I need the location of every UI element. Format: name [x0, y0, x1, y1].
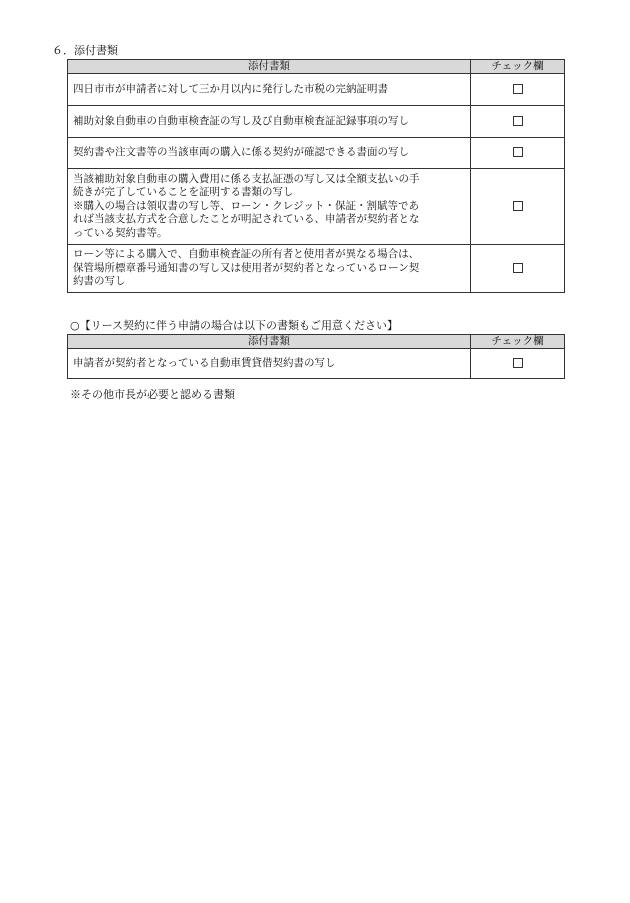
check-cell: [471, 349, 565, 379]
attachments-table: [67, 59, 565, 293]
lease-attachments-table: [67, 334, 565, 379]
check-cell: [471, 74, 565, 106]
checkbox[interactable]: [513, 116, 523, 126]
document-name-payment-proof: [68, 169, 471, 245]
lease-heading: ○【リース契約に伴う申請の場合は以下の書類もご用意ください】: [70, 319, 399, 332]
document-name-contract: [68, 138, 471, 169]
table-row: [68, 74, 565, 106]
header-check: チェック欄: [471, 60, 565, 74]
document-line: 保管場所標章番号通知書の写し又は使用者が契約者となっているローン契: [73, 261, 420, 274]
document-name-tax-certificate: [68, 74, 471, 106]
document-line: 補助対象自動車の自動車検査証の写し及び自動車検査証記録事項の写し: [73, 114, 409, 127]
document-line: ローン等による購入で、自動車検査証の所有者と使用者が異なる場合は、: [73, 248, 420, 261]
checkbox[interactable]: [513, 263, 523, 273]
document-line: ※購入の場合は領収書の写し等、ローン・クレジット・保証・割賦等であ: [73, 199, 420, 212]
table-row: [68, 138, 565, 169]
document-name-inspection-certificate: [68, 106, 471, 138]
table-header-row: [68, 60, 565, 74]
checkbox[interactable]: [513, 147, 523, 157]
document-name-loan: [68, 245, 471, 293]
checkbox[interactable]: [513, 84, 523, 94]
header-check: チェック欄: [471, 335, 565, 349]
document-line: 四日市市が申請者に対して三か月以内に発行した市税の完納証明書: [73, 82, 388, 95]
checkbox[interactable]: [513, 358, 523, 368]
section-heading: ６．添付書類: [52, 44, 118, 57]
check-cell: [471, 169, 565, 245]
document-line: 続きが完了していることを証明する書類の写し: [73, 186, 294, 199]
document-line: れば当該支払方式を合意したことが明記されている、申請者が契約者とな: [73, 213, 420, 226]
checkbox[interactable]: [513, 201, 523, 211]
check-cell: [471, 106, 565, 138]
header-documents: 添付書類: [68, 335, 471, 349]
table-row: [68, 245, 565, 293]
table-header-row: [68, 335, 565, 349]
document-line: 当該補助対象自動車の購入費用に係る支払証憑の写し又は全額支払いの手: [73, 172, 420, 185]
table-row: [68, 106, 565, 138]
document-line: 約書の写し: [73, 275, 126, 288]
header-documents: 添付書類: [68, 60, 471, 74]
document-line: っている契約書等。: [73, 226, 168, 239]
table-row: [68, 349, 565, 379]
document-line: 契約書や注文書等の当該車両の購入に係る契約が確認できる書面の写し: [73, 146, 409, 159]
document-name-lease-contract: [68, 349, 471, 379]
document-line: 申請者が契約者となっている自動車賃貸借契約書の写し: [73, 356, 336, 369]
check-cell: [471, 245, 565, 293]
table-row: [68, 169, 565, 245]
footnote: ※その他市長が必要と認める書類: [70, 388, 235, 401]
check-cell: [471, 138, 565, 169]
